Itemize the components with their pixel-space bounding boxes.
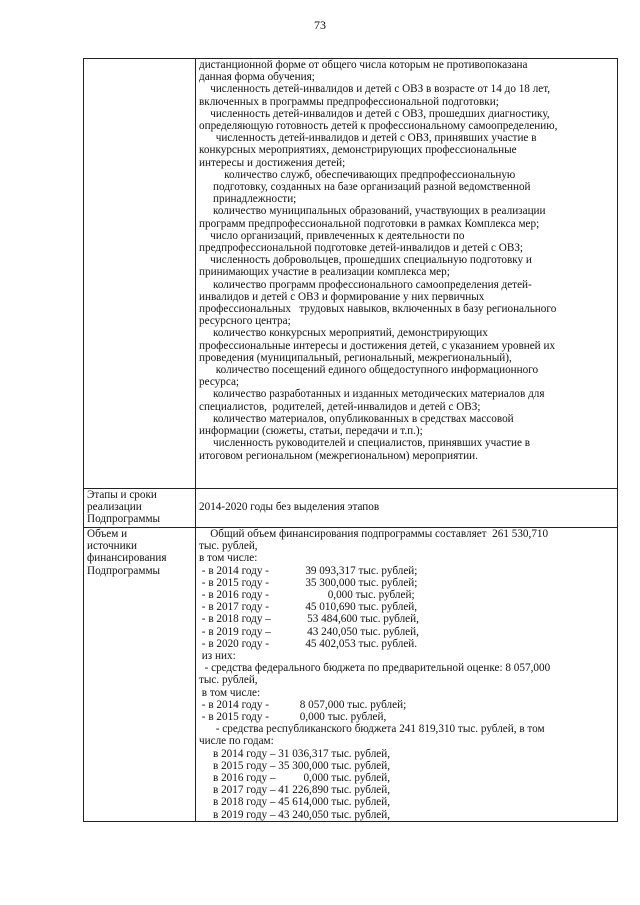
text-line: количество программ профессионального самоопределения детей- [199,278,532,291]
text-line: - средства федерального бюджета по предварительной оценке: 8 057,000 [199,662,551,675]
text-line: итоговом региональном (межрегиональном) мероприятии. [199,449,478,462]
row-value-cell [196,528,618,822]
text-line: - в 2015 году - 0,000 тыс. рублей, [199,711,387,724]
text-line: включенных в программы предпрофессиональной подготовки; [199,95,499,108]
text-line: программ предпрофессиональной подготовки в рамках Комплекса мер; [199,217,540,230]
text-line: численность детей-инвалидов и детей с ОВЗ в возрасте от 14 до 18 лет, [199,83,551,96]
text-line: тыс. рублей, [199,674,258,687]
text-line: в 2014 году – 31 036,317 тыс. рублей, [199,747,391,760]
row-label-cell [84,528,196,822]
text-line: численность детей-инвалидов и детей с ОВЗ, принявших участие в [199,132,537,145]
text-line: ресурса; [199,376,240,389]
row-label-line: Этапы и сроки [87,489,157,501]
text-line: проведения (муниципальный, региональный, межрегиональный), [199,351,512,364]
text-line: численность руководителей и специалистов, принявших участие в [199,437,531,450]
row-label-line: Подпрограммы [87,513,161,526]
row-label-cell [84,59,196,489]
text-line: количество служб, обеспечивающих предпрофессиональную [199,168,516,181]
text-line: - в 2014 году - 8 057,000 тыс. рублей; [199,698,407,711]
text-line: в 2016 году – 0,000 тыс. рублей, [199,772,391,785]
text-line: данная форма обучения; [199,71,315,84]
text-line: численность добровольцев, прошедших специальную подготовку и [199,254,532,267]
text-line: количество материалов, опубликованных в средствах массовой [199,412,514,425]
text-line: интересы и достижения детей; [199,156,346,169]
text-line: тыс. рублей, [199,540,258,553]
text-line: - в 2018 году – 53 484,600 тыс. рублей, [199,613,419,626]
row-label-line: источники [87,540,138,553]
text-line: в 2017 году – 41 226,890 тыс. рублей, [199,784,391,797]
text-line: дистанционной форме от общего числа которым не противопоказана [199,59,528,71]
page-number: 73 [314,18,326,32]
table-row-stages [84,489,618,528]
text-line: - средства республиканского бюджета 241 819,310 тыс. рублей, в том [199,723,545,736]
text-line: - в 2019 году – 43 240,050 тыс. рублей, [199,625,419,638]
row-label-line: Объем и [87,528,128,540]
text-line: Общий объем финансирования подпрограммы составляет 261 530,710 [199,528,549,540]
text-line: - в 2015 году - 35 300,000 тыс. рублей; [199,576,418,589]
text-line: в 2015 году – 35 300,000 тыс. рублей, [199,759,391,772]
text-line: в 2018 году – 45 614,000 тыс. рублей, [199,796,391,809]
text-line: в том числе: [199,552,258,565]
text-line: число организаций, привлеченных к деятельности по [199,229,465,242]
row-label-line: Подпрограммы [87,564,161,577]
row-value-cell [196,489,618,528]
text-line: количество муниципальных образований, участвующих в реализации [199,205,546,218]
row-label-line: финансирования [87,552,167,565]
row-value-cell [196,59,618,489]
text-line: численность детей-инвалидов и детей с ОВЗ, прошедших диагностику, [199,107,550,120]
text-line: информации (сюжеты, статьи, передачи и т.п.); [199,425,423,438]
text-line: в том числе: [199,686,261,699]
text-line: специалистов, родителей, детей-инвалидов и детей с ОВЗ; [199,400,481,413]
text-line: количество посещений единого общедоступного информационного [199,364,539,377]
text-line: определяющую готовность детей к профессиональному самоопределению, [199,120,558,133]
text-line: принимающих участие в реализации комплекса мер; [199,266,450,279]
text-line: принадлежности; [199,193,297,206]
text-line: подготовку, созданных на базе организаций разной ведомственной [199,181,531,194]
text-line: инвалидов и детей с ОВЗ и формирование у них первичных [199,290,485,303]
text-line: профессиональные интересы и достижения детей, с указанием уровней их [199,339,556,352]
text-line: - в 2017 году - 45 010,690 тыс. рублей, [199,601,418,614]
table-row-financing [84,528,618,822]
text-line: профессиональных трудовых навыков, включенных в базу регионального [199,303,557,316]
text-line: числе по годам: [199,735,274,748]
table-row-indicators [84,59,618,489]
row-label-line: реализации [87,501,142,514]
text-line: предпрофессиональной подготовке детей-инвалидов и детей с ОВЗ; [199,242,524,255]
passport-table [83,58,618,822]
text-line: количество разработанных и изданных методических материалов для [199,388,545,401]
text-line: из них: [199,650,236,663]
row-label-cell [84,489,196,528]
text-line: количество конкурсных мероприятий, демонстрирующих [199,327,488,340]
text-line: - в 2014 году - 39 093,317 тыс. рублей; [199,564,418,577]
text-line: ресурсного центра; [199,315,291,328]
text-line: 2014-2020 годы без выделения этапов [199,501,380,513]
text-line: в 2019 году – 43 240,050 тыс. рублей, [199,808,391,821]
text-line: - в 2016 году - 0,000 тыс. рублей; [199,589,415,602]
text-line: конкурсных мероприятиях, демонстрирующих профессиональные [199,144,517,157]
text-line: - в 2020 году - 45 402,053 тыс. рублей. [199,637,418,650]
